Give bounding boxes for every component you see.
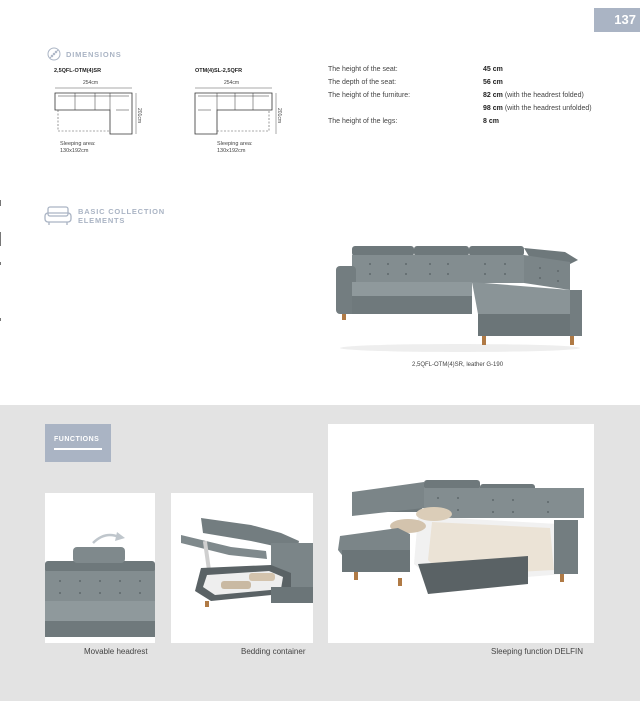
dimension-diagram-left	[50, 68, 150, 163]
spec-value: 45 cm	[483, 66, 503, 73]
diagram-code: 2,5QFL-OTM(4)SR	[54, 68, 102, 74]
spec-label: The height of the furniture:	[328, 92, 411, 99]
diagram-depth: 201cm	[136, 108, 142, 124]
spec-value: 82 cm (with the headrest folded)	[483, 92, 584, 99]
spec-label: The depth of the seat:	[328, 79, 397, 86]
sleeping-area-label: Sleeping area:	[217, 141, 253, 147]
headrest-photo	[45, 493, 155, 643]
dimension-diagram-right	[190, 68, 290, 163]
spec-value: 8 cm	[483, 118, 499, 125]
sleeping-function-photo	[328, 424, 594, 643]
diagram-code: OTM(4)SL-2,5QFR	[195, 68, 243, 74]
functions-rule	[54, 448, 102, 450]
bedding-container-photo	[171, 493, 313, 643]
function-caption: Sleeping function DELFIN	[491, 647, 584, 656]
spec-value: 56 cm	[483, 79, 503, 86]
sleeping-area-size: 130x192cm	[217, 148, 246, 154]
collection-title: BASIC COLLECTION ELEMENTS	[78, 207, 165, 225]
product-caption: 2,5QFL-OTM(4)SR, leather G-190	[412, 362, 504, 368]
spec-label: The height of the legs:	[328, 118, 398, 125]
functions-heading	[45, 424, 111, 462]
sofa-icon	[44, 205, 72, 227]
corner-sofa-photo	[330, 238, 590, 353]
diagram-depth: 201cm	[276, 108, 282, 124]
function-caption: Bedding container	[241, 647, 306, 656]
collection-heading	[44, 205, 165, 227]
sleeping-area-label: Sleeping area:	[60, 141, 96, 147]
page-number: 137	[614, 12, 636, 27]
dimensions-heading	[47, 47, 122, 61]
spec-label: The height of the seat:	[328, 66, 398, 73]
sleeping-area-size: 130x192cm	[60, 148, 89, 154]
dimensions-title: DIMENSIONS	[66, 49, 122, 59]
diagram-width: 254cm	[224, 80, 240, 86]
spec-value: 98 cm (with the headrest unfolded)	[483, 105, 592, 112]
functions-title: FUNCTIONS	[54, 436, 100, 443]
function-caption: Movable headrest	[84, 647, 148, 656]
diagram-width: 254cm	[83, 80, 99, 86]
ruler-pencil-icon	[47, 47, 61, 61]
